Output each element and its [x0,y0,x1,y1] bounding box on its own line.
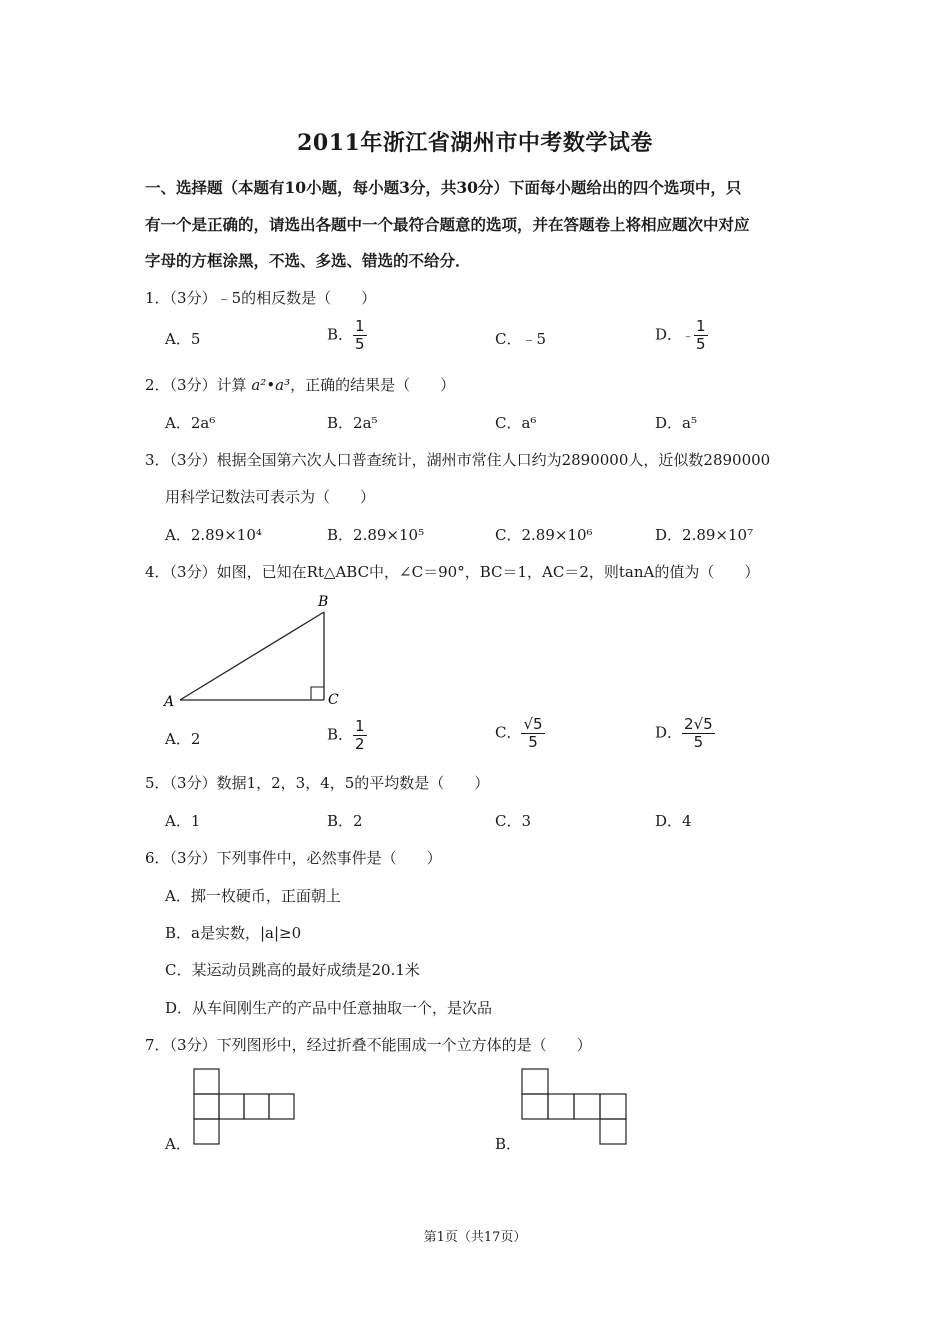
stem-suffix: ，正确的结果是（ ） [290,376,456,394]
fraction [353,718,367,753]
net-square [194,1119,219,1144]
option-c-label: C． [495,723,522,742]
fraction-numerator: 1 [355,717,365,735]
stem-math: a²•a³ [251,376,291,394]
net-square [522,1069,548,1094]
question-4-option-b [327,718,367,753]
cube-net-a-figure [193,1068,298,1148]
question-3-option-d: D．2.89×10⁷ [655,526,754,544]
section-instructions-line3: 字母的方框涂黑，不选、多选、错选的不给分． [145,251,471,270]
question-1-option-b [327,318,367,353]
question-2-option-c: C．a⁶ [495,414,537,432]
net-square [219,1094,244,1119]
question-7-option-b-label: B． [495,1135,522,1153]
net-square [194,1094,219,1119]
option-d-label: D． [655,325,683,344]
fraction-denominator: 5 [355,335,365,353]
question-3-option-a: A．2.89×10⁴ [165,526,262,544]
question-3-option-c: C．2.89×10⁶ [495,526,593,544]
page-footer: 第1页（共17页） [423,1230,527,1245]
question-1-option-a: A．5 [165,330,201,348]
net-square [194,1069,219,1094]
vertex-label-b: B [318,594,329,610]
question-2-option-d: D．a⁵ [655,414,697,432]
question-4-option-d [655,716,715,751]
fraction [682,716,715,751]
net-square [548,1094,574,1119]
fraction-denominator: 5 [693,733,704,751]
fraction-denominator: 5 [696,335,706,353]
minus-sign: ﹣ [682,328,695,343]
question-1-option-d [655,318,708,353]
question-1-stem: 1．（3分）﹣5的相反数是（ ） [145,289,377,307]
net-square [574,1094,600,1119]
question-5-option-d: D．4 [655,812,692,830]
option-b-label: B． [327,725,354,744]
question-5-stem: 5．（3分）数据1，2，3，4，5的平均数是（ ） [145,774,490,792]
section-instructions-line1: 一、选择题（本题有10小题，每小题3分，共30分）下面每小题给出的四个选项中，只 [145,178,742,197]
fraction-numerator: 1 [696,317,706,335]
question-5-option-a: A．1 [165,812,201,830]
question-7-stem: 7．（3分）下列图形中，经过折叠不能围成一个立方体的是（ ） [145,1036,592,1054]
question-4-option-c [495,716,545,751]
question-5-option-b: B．2 [327,812,363,830]
question-6-stem: 6．（3分）下列事件中，必然事件是（ ） [145,849,442,867]
section-instructions-line2: 有一个是正确的，请选出各题中一个最符合题意的选项，并在答题卷上将相应题次中对应 [145,215,750,234]
question-4-option-a: A．2 [165,730,201,748]
right-angle-marker [311,687,324,700]
vertex-label-a: A [164,694,175,710]
net-square [244,1094,269,1119]
stem-prefix: 2．（3分）计算 [145,376,252,394]
fraction-denominator: 2 [355,735,365,753]
question-3-stem-line1: 3．（3分）根据全国第六次人口普查统计，湖州市常住人口约为2890000人，近似数2890000 [145,451,771,469]
question-2-option-a: A．2a⁶ [165,414,216,432]
question-1-option-c: C．﹣5 [495,330,547,348]
side-ab [180,612,324,700]
fraction [353,318,367,353]
fraction-numerator: √5 [523,715,543,733]
fraction [694,318,708,353]
question-6-option-c: C．某运动员跳高的最好成绩是20.1米 [165,961,420,979]
vertex-label-c: C [328,692,339,708]
right-triangle-figure [158,590,358,715]
net-square [522,1094,548,1119]
question-6-option-d: D．从车间刚生产的产品中任意抽取一个，是次品 [165,999,493,1017]
question-7-option-a-label: A． [165,1135,191,1153]
question-4-stem: 4．（3分）如图，已知在Rt△ABC中，∠C＝90°，BC＝1，AC＝2，则tanA的值为（ ） [145,563,760,581]
net-square [269,1094,294,1119]
net-square [600,1119,626,1144]
fraction [521,716,544,751]
question-2-option-b: B．2a⁵ [327,414,378,432]
question-5-option-c: C．3 [495,812,532,830]
fraction-denominator: 5 [528,733,538,751]
question-6-option-a: A．掷一枚硬币，正面朝上 [165,887,341,905]
fraction-numerator: 2√5 [684,715,713,733]
option-d-label: D． [655,723,683,742]
question-3-stem-line2: 用科学记数法可表示为（ ） [165,488,376,506]
net-square [600,1094,626,1119]
question-3-option-b: B．2.89×10⁵ [327,526,425,544]
cube-net-b-figure [521,1068,631,1148]
question-2-stem [145,374,455,395]
page-title: 2011年浙江省湖州市中考数学试卷 [297,130,653,156]
option-b-label: B． [327,325,354,344]
question-6-option-b: B．a是实数，|a|≥0 [165,924,302,942]
fraction-numerator: 1 [355,317,365,335]
